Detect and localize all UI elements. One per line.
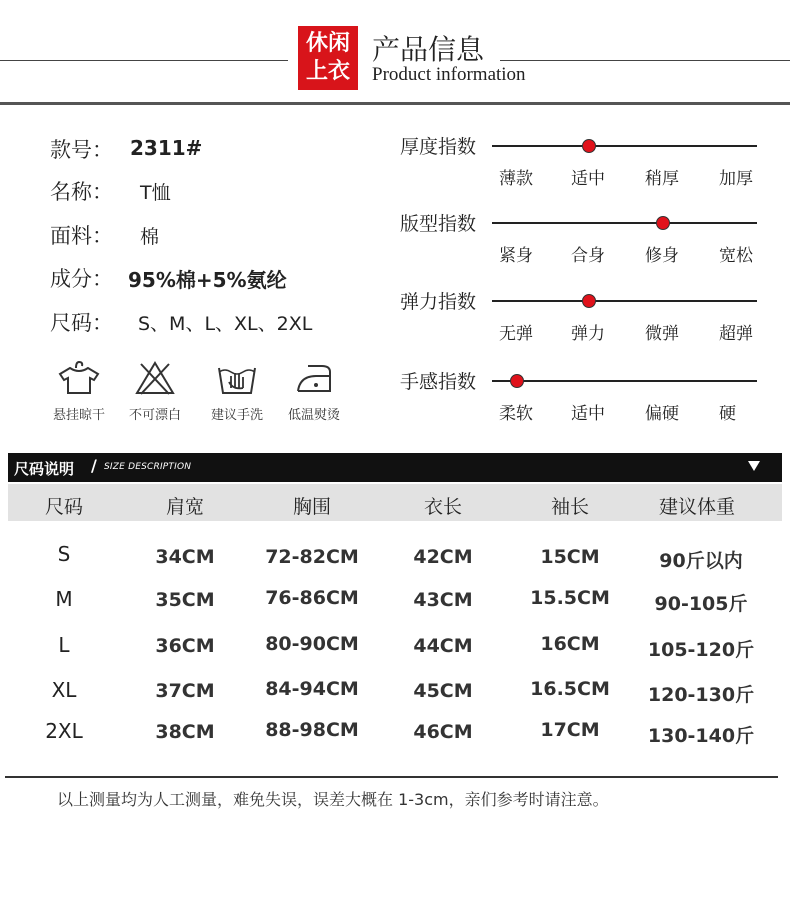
index-scale-line bbox=[492, 300, 757, 302]
size-table-cell: 16.5CM bbox=[530, 678, 610, 700]
spec-value: T恤 bbox=[140, 182, 171, 204]
index-option: 稍厚 bbox=[645, 169, 679, 189]
size-table-column-header: 袖长 bbox=[550, 496, 589, 518]
header-divider bbox=[0, 102, 790, 105]
spec-label: 面料： bbox=[50, 224, 113, 248]
index-scale-line bbox=[492, 222, 757, 224]
spec-composition bbox=[50, 263, 287, 293]
size-table-cell: 105-120斤 bbox=[647, 639, 755, 661]
header-rule-right bbox=[500, 60, 790, 61]
index-option: 适中 bbox=[571, 169, 605, 189]
badge-line-2: 上衣 bbox=[305, 59, 350, 84]
index-marker bbox=[582, 294, 596, 308]
caret-down-icon bbox=[748, 461, 760, 471]
measurement-note: 以上测量均为人工测量，难免失误，误差大概在 1-3cm，亲们参考时请注意。 bbox=[57, 790, 609, 809]
index-option: 宽松 bbox=[719, 246, 753, 266]
size-description-title: 尺码说明 bbox=[14, 460, 75, 478]
spec-value: 棉 bbox=[140, 226, 160, 248]
index-option: 修身 bbox=[645, 246, 679, 266]
size-table-size-cell: XL bbox=[51, 678, 77, 702]
index-option: 超弹 bbox=[719, 324, 753, 344]
size-description-slash: / bbox=[91, 456, 97, 475]
index-title: 手感指数 bbox=[400, 371, 477, 393]
size-table-column-header: 衣长 bbox=[423, 496, 462, 518]
index-marker bbox=[656, 216, 670, 230]
category-badge bbox=[298, 26, 358, 90]
size-table-column-header: 肩宽 bbox=[165, 496, 204, 518]
size-table-size-cell: 2XL bbox=[45, 719, 83, 743]
size-table-cell: 120-130斤 bbox=[647, 684, 755, 706]
size-table-size-cell: S bbox=[57, 542, 71, 566]
care-label: 不可漂白 bbox=[128, 408, 181, 423]
size-table-size-cell: M bbox=[55, 587, 73, 611]
index-option: 加厚 bbox=[719, 169, 753, 189]
size-table-cell: 72-82CM bbox=[265, 546, 359, 568]
size-table-cell: 76-86CM bbox=[265, 587, 359, 609]
index-option: 合身 bbox=[571, 246, 605, 266]
header-rule-left bbox=[0, 60, 288, 61]
index-title: 弹力指数 bbox=[400, 291, 477, 313]
spec-fabric bbox=[50, 220, 160, 250]
care-low-iron bbox=[269, 360, 359, 423]
size-table-bottom-rule bbox=[5, 776, 778, 778]
spec-name bbox=[50, 176, 171, 206]
size-table-column-header: 胸围 bbox=[292, 496, 331, 518]
size-table-cell: 17CM bbox=[540, 719, 600, 741]
page-title: 产品信息 bbox=[372, 33, 485, 66]
index-option: 硬 bbox=[719, 404, 736, 424]
index-option: 薄款 bbox=[499, 169, 533, 189]
index-scale-line bbox=[492, 145, 757, 147]
size-table-cell: 46CM bbox=[413, 721, 473, 743]
size-table-cell: 90斤以内 bbox=[659, 550, 743, 572]
hand-wash-icon bbox=[215, 360, 259, 396]
index-option: 适中 bbox=[571, 404, 605, 424]
index-option: 弹力 bbox=[571, 324, 605, 344]
no-bleach-icon bbox=[133, 360, 177, 396]
size-table-cell: 38CM bbox=[155, 721, 215, 743]
size-table-cell: 34CM bbox=[155, 546, 215, 568]
index-option: 微弹 bbox=[645, 324, 679, 344]
badge-line-1: 休闲 bbox=[305, 31, 350, 56]
spec-value: 2311# bbox=[130, 136, 203, 160]
size-table-cell: 80-90CM bbox=[265, 633, 359, 655]
size-table-column-header: 建议体重 bbox=[658, 496, 735, 518]
spec-label: 尺码： bbox=[50, 311, 113, 335]
hang-dry-icon bbox=[56, 360, 102, 396]
size-table-cell: 36CM bbox=[155, 635, 215, 657]
size-table-size-cell: L bbox=[58, 633, 70, 657]
spec-sizes bbox=[50, 307, 313, 337]
size-table-cell: 44CM bbox=[413, 635, 473, 657]
size-table-cell: 88-98CM bbox=[265, 719, 359, 741]
index-option: 偏硬 bbox=[645, 404, 679, 424]
spec-label: 成分： bbox=[50, 267, 113, 291]
size-description-subtitle: SIZE DESCRIPTION bbox=[104, 462, 192, 472]
care-label: 悬挂晾干 bbox=[52, 408, 105, 423]
size-table-cell: 42CM bbox=[413, 546, 473, 568]
size-table-cell: 37CM bbox=[155, 680, 215, 702]
size-table-cell: 130-140斤 bbox=[647, 725, 755, 747]
size-table-column-header: 尺码 bbox=[44, 496, 83, 518]
size-table-cell: 43CM bbox=[413, 589, 473, 611]
care-no-bleach bbox=[110, 360, 200, 423]
spec-style-number bbox=[50, 134, 203, 164]
index-marker bbox=[510, 374, 524, 388]
size-table-cell: 90-105斤 bbox=[654, 593, 748, 615]
index-option: 无弹 bbox=[499, 324, 533, 344]
size-table-cell: 84-94CM bbox=[265, 678, 359, 700]
low-iron-icon bbox=[292, 360, 336, 396]
index-title: 厚度指数 bbox=[400, 136, 477, 158]
size-table-cell: 16CM bbox=[540, 633, 600, 655]
spec-label: 名称： bbox=[50, 180, 113, 204]
index-title: 版型指数 bbox=[400, 213, 477, 235]
size-table-cell: 15CM bbox=[540, 546, 600, 568]
index-scale-line bbox=[492, 380, 757, 382]
care-label: 低温熨烫 bbox=[287, 408, 340, 423]
index-marker bbox=[582, 139, 596, 153]
spec-value: S、M、L、XL、2XL bbox=[138, 313, 313, 335]
index-option: 紧身 bbox=[499, 246, 533, 266]
index-option: 柔软 bbox=[499, 404, 533, 424]
spec-label: 款号： bbox=[50, 138, 113, 162]
size-table-cell: 35CM bbox=[155, 589, 215, 611]
care-label: 建议手洗 bbox=[210, 408, 263, 423]
page-subtitle: Product information bbox=[372, 64, 526, 85]
size-table-cell: 15.5CM bbox=[530, 587, 610, 609]
spec-value: 95%棉+5%氨纶 bbox=[128, 268, 287, 292]
size-table-cell: 45CM bbox=[413, 680, 473, 702]
